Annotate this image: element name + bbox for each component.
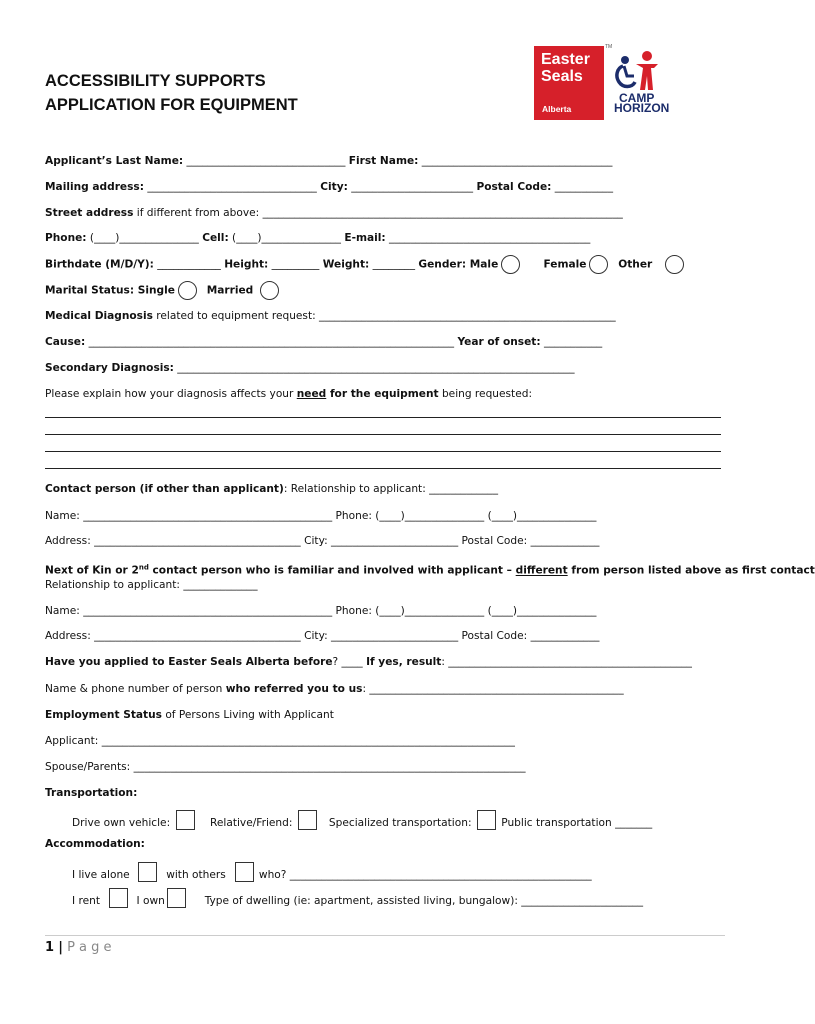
street-label: Street address [45,207,134,219]
kin-postal-label: Postal Code: [461,630,528,642]
live-alone-label: I live alone [72,869,130,881]
gender-other-label: Other [618,258,653,271]
explain-line-3[interactable] [45,451,721,452]
row-living [72,862,592,882]
relative-label: Relative/Friend: [210,817,293,829]
kin-text-b: contact person who is familiar and involved with applicant – [148,564,516,577]
contact-relationship-field[interactable]: : Relationship to applicant: _____________ [283,483,498,495]
email-field[interactable]: ______________________________________ [385,232,591,244]
kin-relationship-field[interactable]: Relationship to applicant: ______________ [45,579,258,591]
kin-text-a: Next of Kin or 2 [45,564,139,577]
explain-text-a: Please explain how your diagnosis affects your [45,388,297,400]
row-transportation-heading: Transportation: [45,787,138,799]
dwelling-field[interactable]: Type of dwelling (ie: apartment, assisted living, bungalow): _______________________ [204,895,644,907]
postal-field[interactable]: ___________ [551,181,614,193]
cause-label: Cause: [45,336,86,348]
rent-label: I rent [72,895,100,907]
drive-checkbox[interactable] [176,810,195,830]
page-number: 1 [45,940,55,955]
gender-female-radio[interactable] [589,255,608,274]
row-birthdate [45,255,687,274]
street-field[interactable]: if different from above: ____________________________________________________________________ [133,207,623,219]
phone-field[interactable]: (____)_______________ [86,232,203,244]
row-contact-name [45,509,596,523]
page-word: P a g e [67,940,112,955]
referred-field[interactable]: : ________________________________________________ [362,683,624,695]
contact-address-label: Address: [45,535,91,547]
accommodation-label: Accommodation [45,838,141,850]
row-emp-applicant [45,734,515,748]
kin-postal-field[interactable]: _____________ [527,630,600,642]
kin-phone-label: Phone: [335,605,372,617]
specialized-checkbox[interactable] [477,810,496,830]
own-label: I own [136,895,165,907]
gender-male-label: Gender: Male [418,258,499,271]
gender-male-radio[interactable] [501,255,520,274]
camp-horizon-figure-icon [614,50,664,94]
explain-line-4[interactable] [45,468,721,469]
city-label: City: [320,181,348,193]
logo-easter-text: Easter [541,51,590,68]
row-transportation-options [72,810,652,830]
row-phone [45,231,590,245]
kin-superscript: nd [138,563,149,571]
weight-field[interactable]: ________ [369,258,419,271]
marital-single-label: Marital Status: Single [45,284,175,297]
last-name-label: Applicant’s Last Name: [45,155,184,167]
form-title-line1: ACCESSIBILITY SUPPORTS [45,72,266,90]
contact-address-field[interactable]: _______________________________________ [90,535,305,547]
logo-horizon-text: HORIZON [614,101,670,115]
row-dwelling [72,888,643,908]
row-mailing [45,180,613,194]
kin-different: different [515,564,568,577]
relative-checkbox[interactable] [298,810,317,830]
postal-label: Postal Code: [476,181,552,193]
city-field[interactable]: _______________________ [347,181,477,193]
employment-text: of Persons Living with Applicant [161,709,334,721]
row-medical [45,309,616,323]
footer-rule [45,935,725,936]
year-onset-label: Year of onset: [457,336,541,348]
explain-text-c: being requested: [438,388,533,400]
explain-line-1[interactable] [45,417,721,418]
emp-applicant-field[interactable]: Applicant: ______________________________________________________________________________ [45,735,515,747]
kin-text-c: from person listed above as first contact [567,564,815,577]
contact-postal-field[interactable]: _____________ [527,535,600,547]
height-field[interactable]: _________ [268,258,323,271]
with-others-label: with others [166,869,226,881]
kin-name-label: Name: [45,605,80,617]
mailing-field[interactable]: ________________________________ [143,181,321,193]
weight-label: Weight: [322,258,370,271]
specialized-label: Specialized transportation: [328,817,472,829]
contact-name-label: Name: [45,510,80,522]
row-applied-before [45,655,692,669]
cause-field[interactable]: _____________________________________________________________________ [85,336,458,348]
with-others-checkbox[interactable] [235,862,254,882]
transportation-label: Transportation [45,787,134,799]
contact-city-field[interactable]: ________________________ [327,535,462,547]
employment-label: Employment Status [45,709,162,721]
logo-seals-text: Seals [541,68,583,85]
public-field[interactable]: _______ [611,817,653,829]
birthdate-field[interactable]: ____________ [153,258,225,271]
height-label: Height: [224,258,269,271]
row-explain [45,387,532,401]
secondary-field[interactable]: ___________________________________________________________________________ [173,362,575,374]
page-separator: | [58,940,63,955]
row-next-of-kin [45,560,815,578]
marital-married-label: Married [206,284,254,297]
row-marital [45,281,282,300]
row-street [45,206,623,220]
kin-address-field[interactable]: _______________________________________ [90,630,305,642]
gender-other-radio[interactable] [665,255,684,274]
row-employment [45,708,334,722]
logo-tm-text: TM [605,44,613,50]
last-name-field[interactable]: ______________________________ [183,155,349,167]
secondary-label: Secondary Diagnosis: [45,362,174,374]
marital-married-radio[interactable] [260,281,279,300]
cell-label: Cell: [202,232,229,244]
row-referred [45,682,624,696]
kin-city-label: City: [304,630,328,642]
applied-field[interactable]: ? ____ [332,656,367,668]
contact-label: Contact person (if other than applicant) [45,483,284,495]
referred-text-a: Name & phone number of person [45,683,226,695]
first-name-field[interactable]: ____________________________________ [418,155,613,167]
contact-name-field[interactable]: _______________________________________________ [79,510,336,522]
easter-seals-logo [534,46,604,120]
row-applicant-name [45,154,612,168]
kin-address-label: Address: [45,630,91,642]
rent-checkbox[interactable] [109,888,128,908]
kin-name-field[interactable]: _______________________________________________ [79,605,336,617]
own-checkbox[interactable] [167,888,186,908]
row-kin-name [45,604,596,618]
marital-single-radio[interactable] [178,281,197,300]
logo-alberta-text: Alberta [542,104,572,114]
logo-camp-text: CAMP [619,91,655,105]
public-label: Public transportation [501,817,612,829]
medical-field[interactable]: related to equipment request: ________________________________________________________ [152,310,616,322]
live-alone-checkbox[interactable] [138,862,157,882]
first-name-label: First Name: [348,155,419,167]
form-title-line2: APPLICATION FOR EQUIPMENT [45,96,298,114]
cell-field[interactable]: (____)_______________ [228,232,345,244]
if-yes-label: If yes, result [366,656,442,668]
explain-line-2[interactable] [45,434,721,435]
contact-postal-label: Postal Code: [461,535,528,547]
year-onset-field[interactable]: ___________ [540,336,603,348]
emp-spouse-field[interactable]: Spouse/Parents: __________________________________________________________________________ [45,761,526,773]
email-label: E-mail: [344,232,386,244]
if-yes-field[interactable]: : ______________________________________________ [441,656,692,668]
contact-phone-label: Phone: [335,510,372,522]
drive-label: Drive own vehicle: [72,817,171,829]
explain-text-b: for the equipment [326,388,439,400]
applied-label: Have you applied to Easter Seals Alberta before [45,656,333,668]
row-kin-address [45,629,599,643]
medical-label: Medical Diagnosis [45,310,153,322]
row-secondary [45,361,575,375]
contact-city-label: City: [304,535,328,547]
row-contact-person [45,482,498,496]
mailing-label: Mailing address: [45,181,144,193]
row-emp-spouse [45,760,526,774]
explain-need: need [296,388,327,400]
row-cause [45,335,602,349]
row-accommodation-heading: Accommodation: [45,838,145,850]
kin-city-field[interactable]: ________________________ [327,630,462,642]
who-field[interactable]: who? _________________________________________________________ [258,869,592,881]
row-kin-relationship [45,578,258,592]
row-contact-address [45,534,599,548]
referred-text-b: who referred you to us [225,683,363,695]
gender-female-label: Female [543,258,587,271]
contact-phone-field[interactable]: (____)_______________ (____)_______________ [371,510,597,522]
phone-label: Phone: [45,232,87,244]
birthdate-label: Birthdate (M/D/Y): [45,258,154,271]
page-footer [45,940,112,955]
kin-phone-field[interactable]: (____)_______________ (____)_______________ [371,605,597,617]
